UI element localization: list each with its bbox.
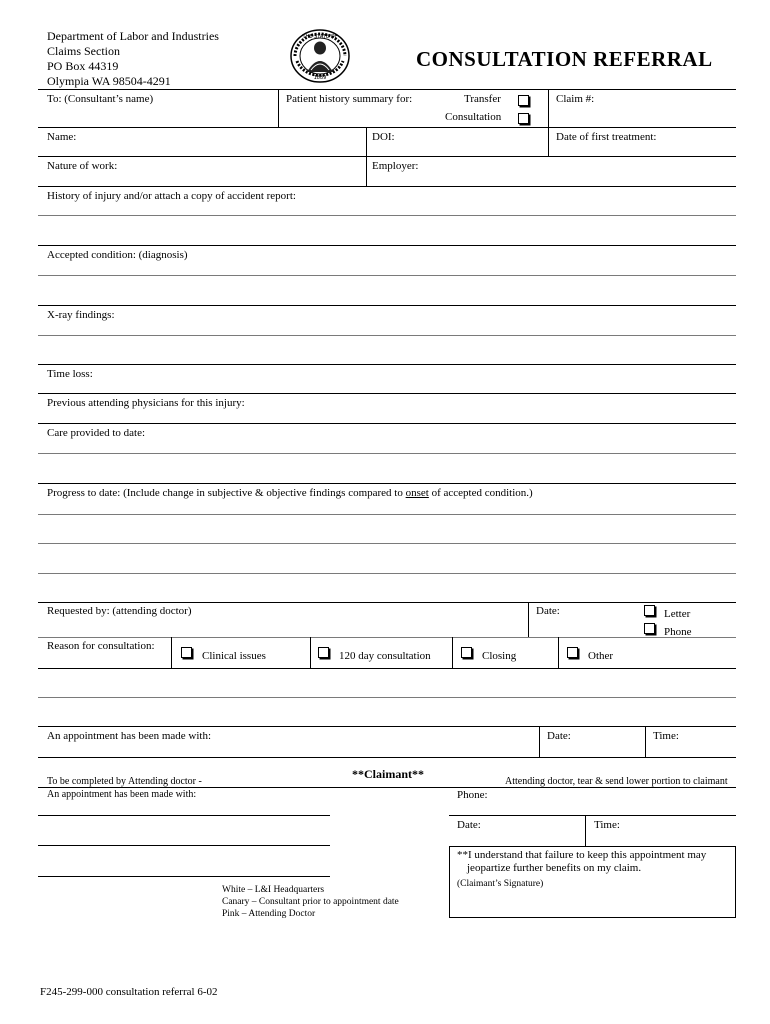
lower-date-label: Date: xyxy=(457,819,481,831)
claim-number-label: Claim #: xyxy=(556,93,595,105)
nature-of-work-label: Nature of work: xyxy=(47,160,118,172)
lower-time-label: Time: xyxy=(594,819,620,831)
claimant-heading: **Claimant** xyxy=(352,767,424,781)
copy-distribution xyxy=(222,884,399,920)
agency-address xyxy=(47,29,219,89)
first-treatment-label: Date of first treatment: xyxy=(556,131,657,143)
requested-by-label: Requested by: (attending doctor) xyxy=(47,605,192,617)
employer-label: Employer: xyxy=(372,160,419,172)
progress-suffix: of accepted condition.) xyxy=(428,487,533,499)
other-label: Other xyxy=(588,650,614,662)
agency-section: Claims Section xyxy=(47,44,120,58)
letter-checkbox[interactable] xyxy=(644,605,655,616)
form-number: F245-299-000 consultation referral 6-02 xyxy=(40,986,218,998)
appointment-time-label: Time: xyxy=(653,730,679,742)
day120-checkbox[interactable] xyxy=(318,647,329,658)
letter-label: Letter xyxy=(664,608,691,620)
lower-phone-label: Phone: xyxy=(457,789,488,801)
lower-appointment-label: An appointment has been made with: xyxy=(47,789,197,800)
tear-send-label: Attending doctor, tear & send lower portion to claimant xyxy=(505,776,728,787)
claimant-signature-label: (Claimant’s Signature) xyxy=(457,879,544,889)
understand-line-1: **I understand that failure to keep this appointment may xyxy=(457,849,707,861)
doi-label: DOI: xyxy=(372,131,395,143)
accepted-condition-label: Accepted condition: (diagnosis) xyxy=(47,249,188,261)
progress-onset: onset xyxy=(405,487,429,499)
seal-top-text: THE STATE OF xyxy=(302,34,338,40)
consultant-name-label: To: (Consultant’s name) xyxy=(47,93,154,105)
state-seal-icon xyxy=(287,28,353,84)
agency-name: Department of Labor and Industries xyxy=(47,29,219,43)
consultation-label: Consultation xyxy=(445,111,502,123)
agency-city: Olympia WA 98504-4291 xyxy=(47,74,171,88)
form-title: CONSULTATION REFERRAL xyxy=(416,47,713,71)
clinical-issues-label: Clinical issues xyxy=(202,650,266,662)
copy-canary: Canary – Consultant prior to appointment date xyxy=(222,897,399,907)
phone-checkbox[interactable] xyxy=(644,623,655,634)
progress-label xyxy=(47,487,533,500)
closing-checkbox[interactable] xyxy=(461,647,472,658)
appointment-label: An appointment has been made with: xyxy=(47,730,212,742)
transfer-label: Transfer xyxy=(464,93,501,105)
name-label: Name: xyxy=(47,131,77,143)
requested-date-label: Date: xyxy=(536,605,560,617)
appointment-date-label: Date: xyxy=(547,730,571,742)
patient-history-label: Patient history summary for: xyxy=(286,93,413,105)
xray-label: X-ray findings: xyxy=(47,309,115,321)
consultation-checkbox[interactable] xyxy=(518,113,529,124)
phone-label: Phone xyxy=(664,626,692,638)
previous-physicians-label: Previous attending physicians for this injury: xyxy=(47,397,245,409)
other-checkbox[interactable] xyxy=(567,647,578,658)
care-provided-label: Care provided to date: xyxy=(47,427,146,439)
progress-prefix: Progress to date: (Include change in subjective & objective findings compared to xyxy=(47,487,406,499)
reason-label: Reason for consultation: xyxy=(47,640,155,652)
copy-pink: Pink – Attending Doctor xyxy=(222,909,316,919)
seal-year: 1889 xyxy=(313,75,327,81)
time-loss-label: Time loss: xyxy=(47,368,93,380)
history-label: History of injury and/or attach a copy of accident report: xyxy=(47,190,296,202)
closing-label: Closing xyxy=(482,650,517,662)
completed-by-label: To be completed by Attending doctor - xyxy=(47,776,202,787)
agency-po-box: PO Box 44319 xyxy=(47,59,119,73)
day120-label: 120 day consultation xyxy=(339,650,431,662)
clinical-issues-checkbox[interactable] xyxy=(181,647,192,658)
transfer-checkbox[interactable] xyxy=(518,95,529,106)
understand-line-2: jeopartize further benefits on my claim. xyxy=(467,862,642,874)
copy-white: White – L&I Headquarters xyxy=(222,885,325,895)
